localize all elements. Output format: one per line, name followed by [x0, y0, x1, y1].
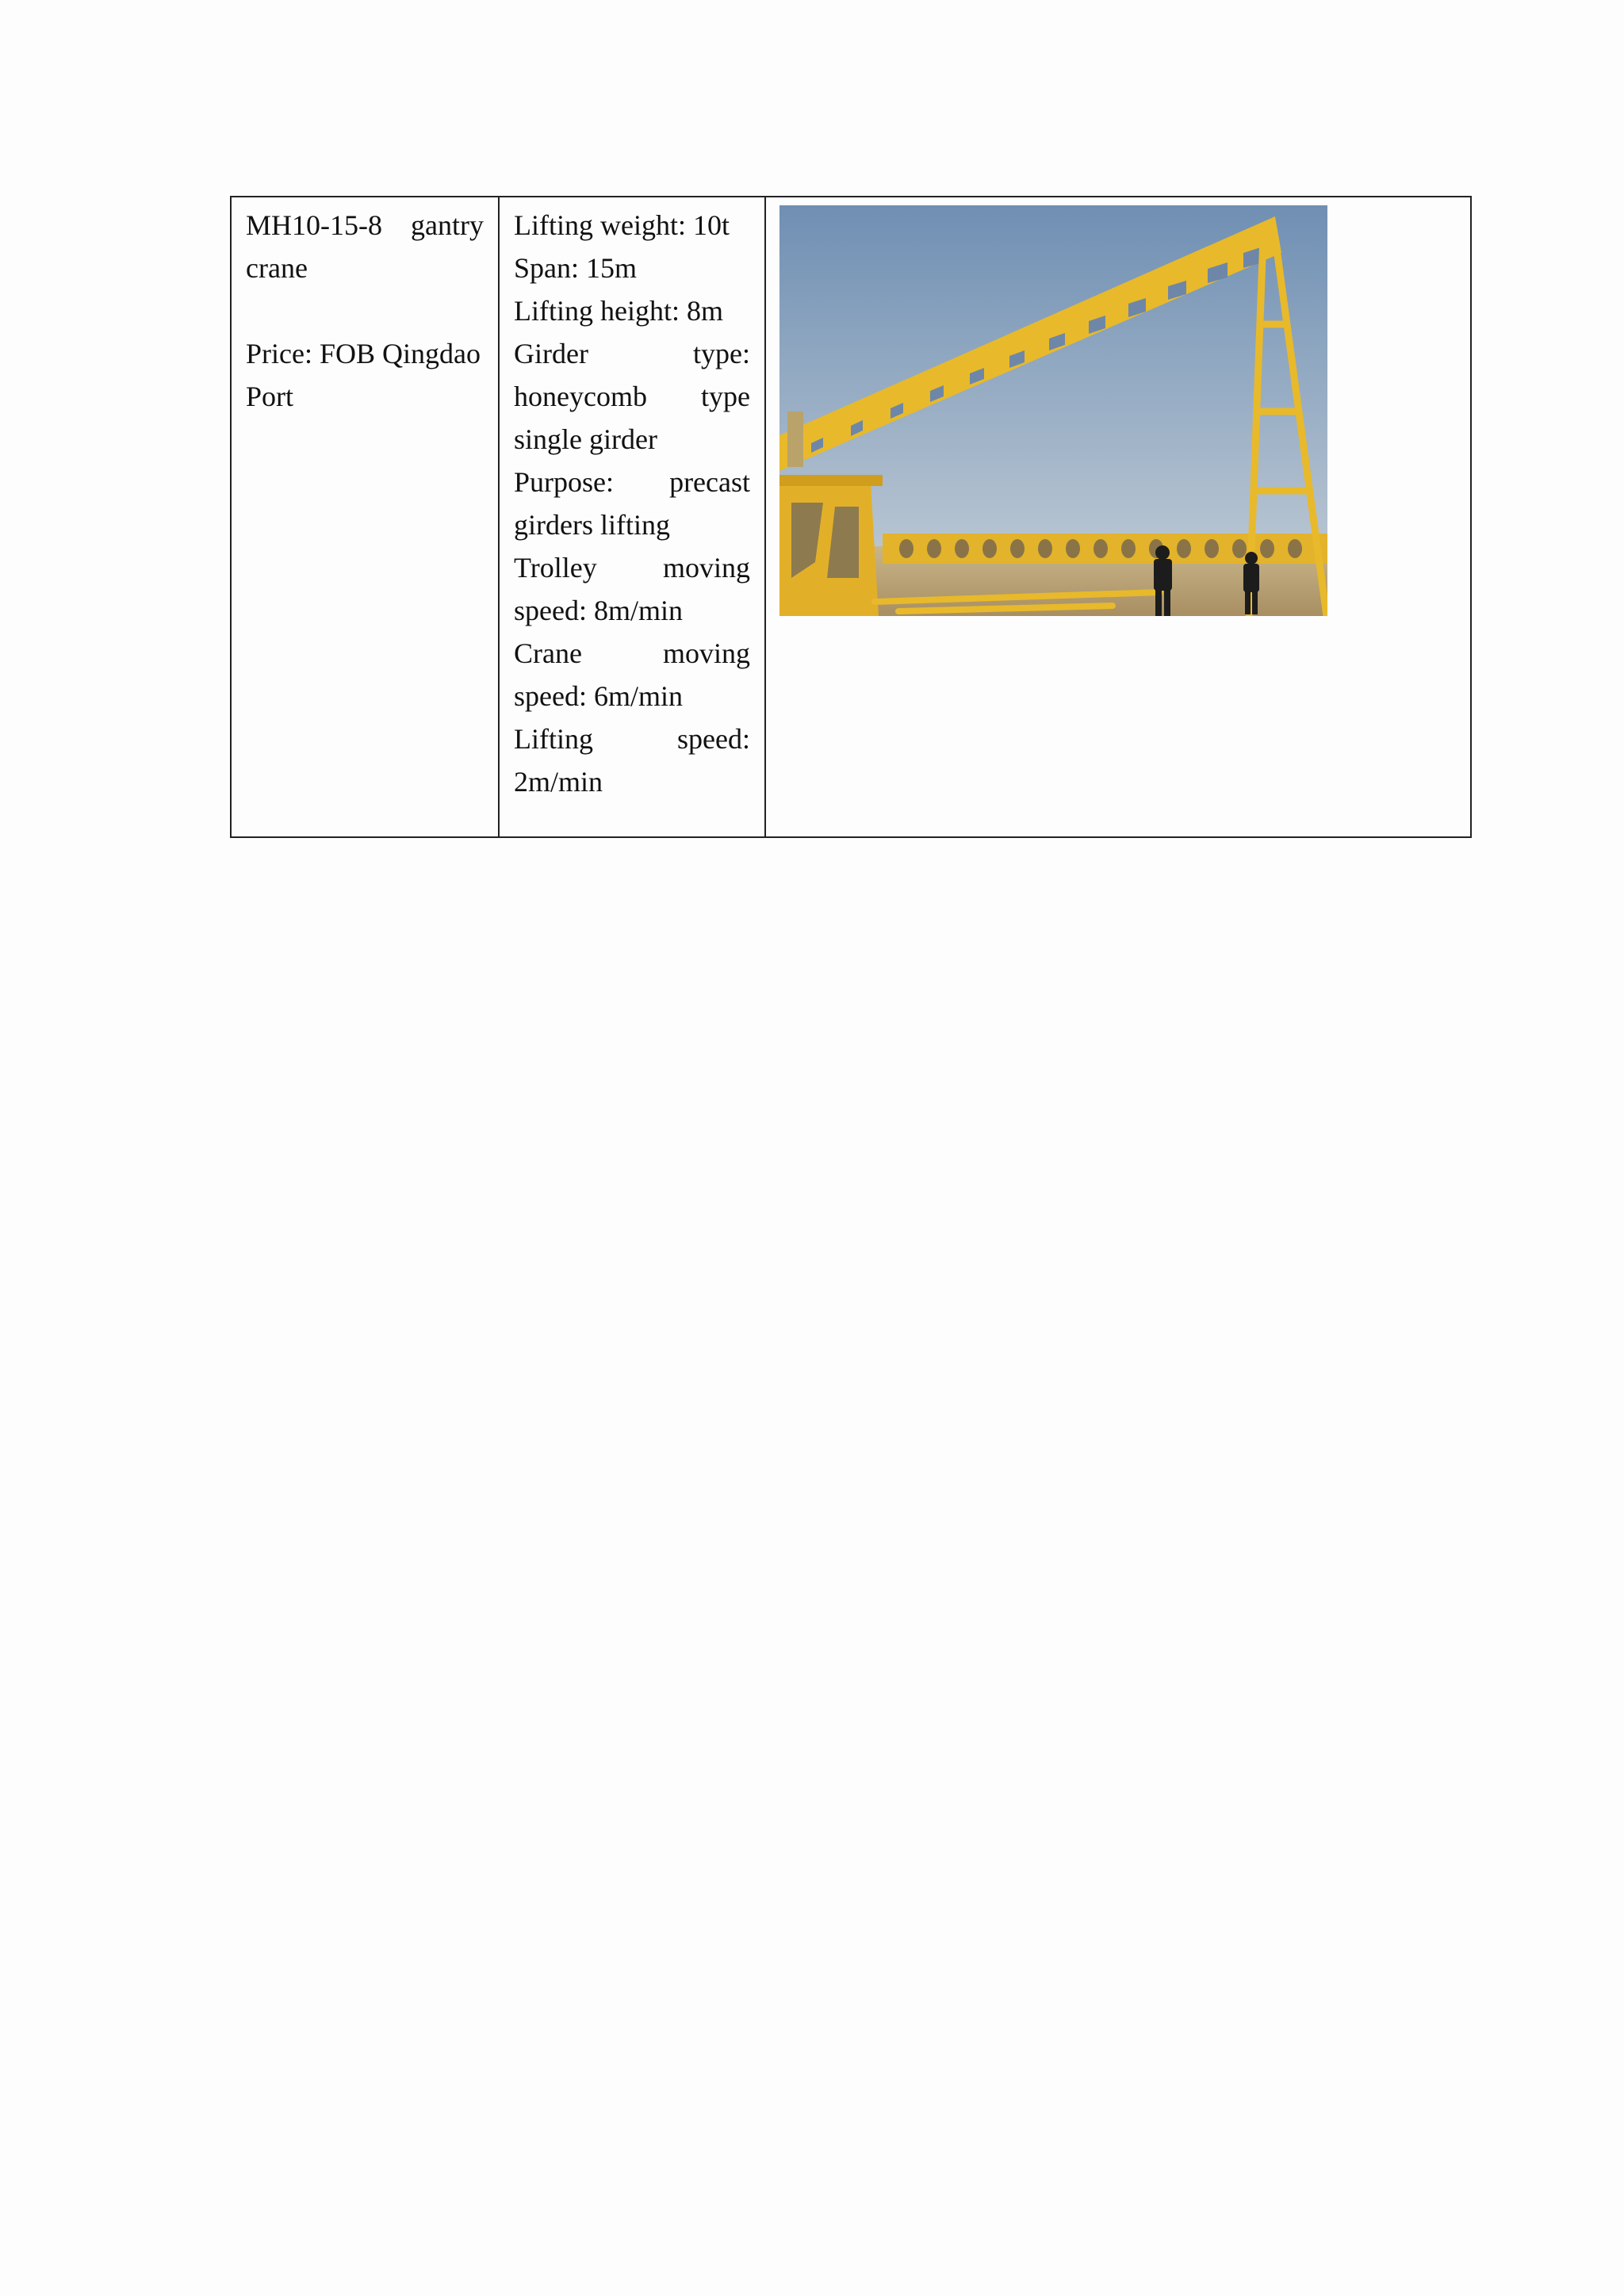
price-line-1: Price: FOB Qingdao: [246, 338, 481, 369]
spec-girder-line-2: honeycomb type: [514, 381, 750, 412]
model-type-word: gantry: [411, 209, 484, 241]
price-line-2: Port: [246, 381, 294, 412]
spec-span: Span: 15m: [514, 252, 638, 284]
spec-lifting-speed-line-2: 2m/min: [514, 766, 603, 798]
spec-purpose-line-2: girders lifting: [514, 509, 670, 541]
model-line: [246, 204, 484, 247]
table-row: [231, 197, 1471, 837]
gantry-crane-photo: [779, 205, 1327, 616]
spec-crane-line-1: Crane moving: [514, 637, 750, 669]
spec-trolley-line-1: Trolley moving: [514, 552, 750, 584]
model-cell: [231, 197, 499, 837]
spec-trolley-line-2: speed: 8m/min: [514, 595, 683, 626]
crane-spec-table: [230, 196, 1472, 838]
model-number: MH10-15-8: [246, 209, 382, 241]
spec-girder-line-3: single girder: [514, 423, 657, 455]
spec-girder-line-1: Girder type:: [514, 338, 750, 369]
specs-cell: [499, 197, 765, 837]
spec-lifting-weight: Lifting weight: 10t: [514, 209, 730, 241]
photo-cell: [765, 197, 1471, 837]
spec-lifting-height: Lifting height: 8m: [514, 295, 723, 327]
spec-lifting-speed-line-1: Lifting speed:: [514, 723, 750, 755]
spec-crane-line-2: speed: 6m/min: [514, 680, 683, 712]
model-type-line: crane: [246, 252, 308, 284]
spec-purpose-line-1: Purpose: precast: [514, 466, 750, 498]
